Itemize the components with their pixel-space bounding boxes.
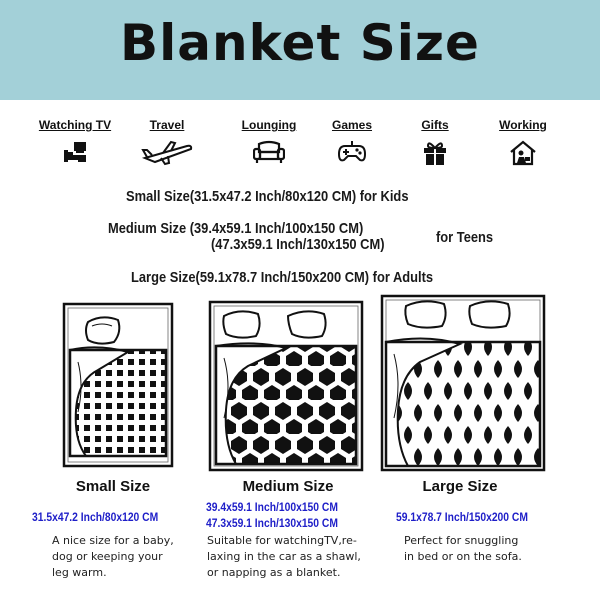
use-label: Working xyxy=(499,118,547,132)
medium-size-title: Medium Size xyxy=(242,478,334,495)
desc-line: laxing in the car as a shawl, xyxy=(207,550,361,563)
medium-dim-b: 47.3x59.1 Inch/130x150 CM xyxy=(206,516,338,530)
desc-line: leg warm. xyxy=(52,566,107,579)
use-working xyxy=(478,118,568,166)
medium-bed-illustration xyxy=(206,298,366,474)
gamepad-icon xyxy=(337,140,367,164)
desc-line: dog or keeping your xyxy=(52,550,163,563)
large-bed-illustration xyxy=(378,292,548,474)
use-label: Gifts xyxy=(421,118,449,132)
medium-dim-a: 39.4x59.1 Inch/100x150 CM xyxy=(206,500,338,514)
size-line-medium-for: for Teens xyxy=(436,229,494,246)
use-games xyxy=(307,118,397,164)
desc-line: Perfect for snuggling xyxy=(404,534,519,547)
size-line-small: Small Size(31.5x47.2 Inch/80x120 CM) for Kids xyxy=(126,188,409,205)
size-line-medium-a: Medium Size (39.4x59.1 Inch/100x150 CM) xyxy=(108,220,364,237)
use-gifts xyxy=(390,118,480,166)
usage-row xyxy=(40,118,570,178)
size-line-large: Large Size(59.1x78.7 Inch/150x200 CM) for Adults xyxy=(131,269,434,286)
small-description xyxy=(52,533,174,581)
airplane-icon xyxy=(141,140,193,166)
large-dim: 59.1x78.7 Inch/150x200 CM xyxy=(396,510,528,524)
small-dim: 31.5x47.2 Inch/80x120 CM xyxy=(32,510,159,524)
desc-line: Suitable for watchingTV,re- xyxy=(207,534,357,547)
use-travel xyxy=(122,118,212,166)
tv-sofa-icon xyxy=(62,140,88,164)
use-label: Games xyxy=(331,118,373,132)
use-label: Lounging xyxy=(241,118,297,132)
use-lounging xyxy=(224,118,314,164)
title-banner xyxy=(0,0,600,100)
armchair-icon xyxy=(253,140,285,164)
medium-description xyxy=(207,533,361,581)
gift-icon xyxy=(422,140,448,166)
large-size-title: Large Size xyxy=(422,478,498,495)
large-description xyxy=(404,533,522,565)
desc-line: A nice size for a baby, xyxy=(52,534,174,547)
size-line-medium-b: (47.3x59.1 Inch/130x150 CM) xyxy=(211,236,385,253)
small-size-title: Small Size xyxy=(75,478,151,495)
desc-line: in bed or on the sofa. xyxy=(404,550,522,563)
small-bed-illustration xyxy=(58,300,178,470)
house-worker-icon xyxy=(509,140,537,166)
page-title: Blanket Size xyxy=(120,14,480,72)
desc-line: or napping as a blanket. xyxy=(207,566,341,579)
use-watching-tv xyxy=(30,118,120,164)
use-label: Watching TV xyxy=(38,118,112,132)
use-label: Travel xyxy=(149,118,185,132)
